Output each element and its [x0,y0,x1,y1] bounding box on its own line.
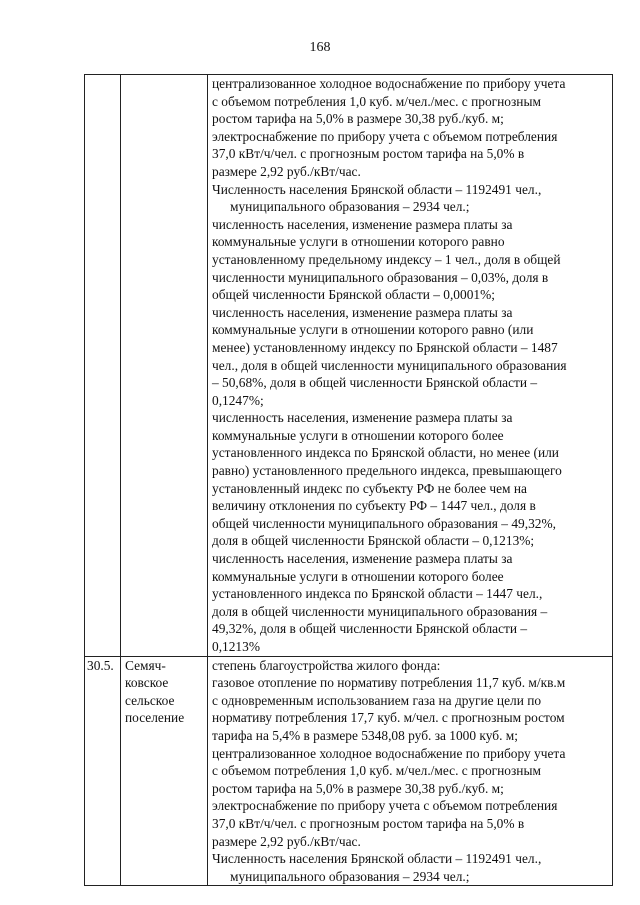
text-line: численность населения, изменение размера платы за [212,410,513,426]
text-line: централизованное холодное водоснабжение по прибору учета [212,76,566,91]
text-line: ростом тарифа на 5,0% в размере 30,38 руб./куб. м; [212,111,504,127]
row-name-cell [121,656,208,886]
text-line: доля в общей численности Брянской области – 0,1213%; [212,533,535,549]
text-line: коммунальные услуги в отношении которого более [212,568,504,584]
table-row [85,656,613,886]
text-line: 37,0 кВт/ч/чел. с прогнозным ростом тарифа на 5,0% в [212,146,525,162]
text-line: величину отклонения по субъекту РФ – 1447 чел., доля в [212,498,536,514]
text-line: электроснабжение по прибору учета с объемом потребления [212,128,558,144]
text-line: доля в общей численности муниципального образования – [212,603,548,619]
text-line: равно) установленного предельного индекса, превышающего [212,463,562,479]
text-line: с объемом потребления 1,0 куб. м/чел./мес. с прогнозным [212,763,541,779]
text-line: коммунальные услуги в отношении которого равно [212,234,505,250]
text-line: численность населения, изменение размера платы за [212,551,513,567]
row-number-cell [85,656,121,886]
text-line: установленному предельному индексу – 1 чел., доля в общей [212,251,561,267]
text-line: 37,0 кВт/ч/чел. с прогнозным ростом тарифа на 5,0% в [212,815,525,831]
text-line: установленного индекса по Брянской области – 1447 чел., [212,586,543,602]
text-line: 0,1247%; [212,392,264,408]
page-number: 168 [309,40,331,55]
text-line: чел., доля в общей численности муниципального образования [212,357,567,373]
text-line: численность населения, изменение размера платы за [212,304,513,320]
text-line: численности муниципального образования – 0,03%, доля в [212,269,549,285]
settlement-name-line: ковское [125,675,169,691]
settlement-name-line: Семяч- [125,657,166,673]
text-line: Численность населения Брянской области – 1192491 чел., [212,181,542,197]
text-line: установленный индекс по субъекту РФ не более чем на [212,480,527,496]
text-line: централизованное холодное водоснабжение по прибору учета [212,745,566,761]
text-line: 0,1213% [212,639,260,654]
document-table [84,74,613,886]
settlement-name-line: поселение [125,710,185,726]
text-line: с одновременным использованием газа на другие цели по [212,692,542,708]
text-line: степень благоустройства жилого фонда: [212,657,441,673]
text-line: муниципального образования – 2934 чел.; [230,199,470,215]
text-line: 49,32%, доля в общей численности Брянской области – [212,621,528,637]
table-row [85,75,613,657]
text-line: муниципального образования – 2934 чел.; [230,868,470,884]
row-name-cell [121,75,208,657]
text-line: общей численности Брянской области – 0,0001%; [212,287,495,303]
text-line: Численность населения Брянской области – 1192491 чел., [212,851,542,867]
text-line: менее) установленному индексу по Брянской области – 1487 [212,339,558,355]
text-line: – 50,68%, доля в общей численности Брянской области – [212,375,538,391]
text-line: нормативу потребления 17,7 куб. м/чел. с прогнозным ростом [212,710,565,726]
text-line: газовое отопление по нормативу потребления 11,7 куб. м/кв.м [212,675,566,691]
row-number-cell [85,75,121,657]
text-line: размере 2,92 руб./кВт/час. [212,833,361,849]
row-number: 30.5. [87,657,114,673]
text-line: тарифа на 5,4% в размере 5348,08 руб. за 1000 куб. м; [212,727,518,743]
text-line: общей численности муниципального образования – 49,32%, [212,515,556,531]
text-line: численность населения, изменение размера платы за [212,216,513,232]
row-content-cell [208,656,613,886]
text-line: электроснабжение по прибору учета с объемом потребления [212,798,558,814]
text-line: размере 2,92 руб./кВт/час. [212,163,361,179]
row-content-cell [208,75,613,657]
text-line: установленного индекса по Брянской области, но менее (или [212,445,559,461]
text-line: коммунальные услуги в отношении которого более [212,427,504,443]
text-line: коммунальные услуги в отношении которого равно (или [212,322,534,338]
settlement-name-line: сельское [125,692,175,708]
text-line: с объемом потребления 1,0 куб. м/чел./мес. с прогнозным [212,93,541,109]
text-line: ростом тарифа на 5,0% в размере 30,38 руб./куб. м; [212,780,504,796]
